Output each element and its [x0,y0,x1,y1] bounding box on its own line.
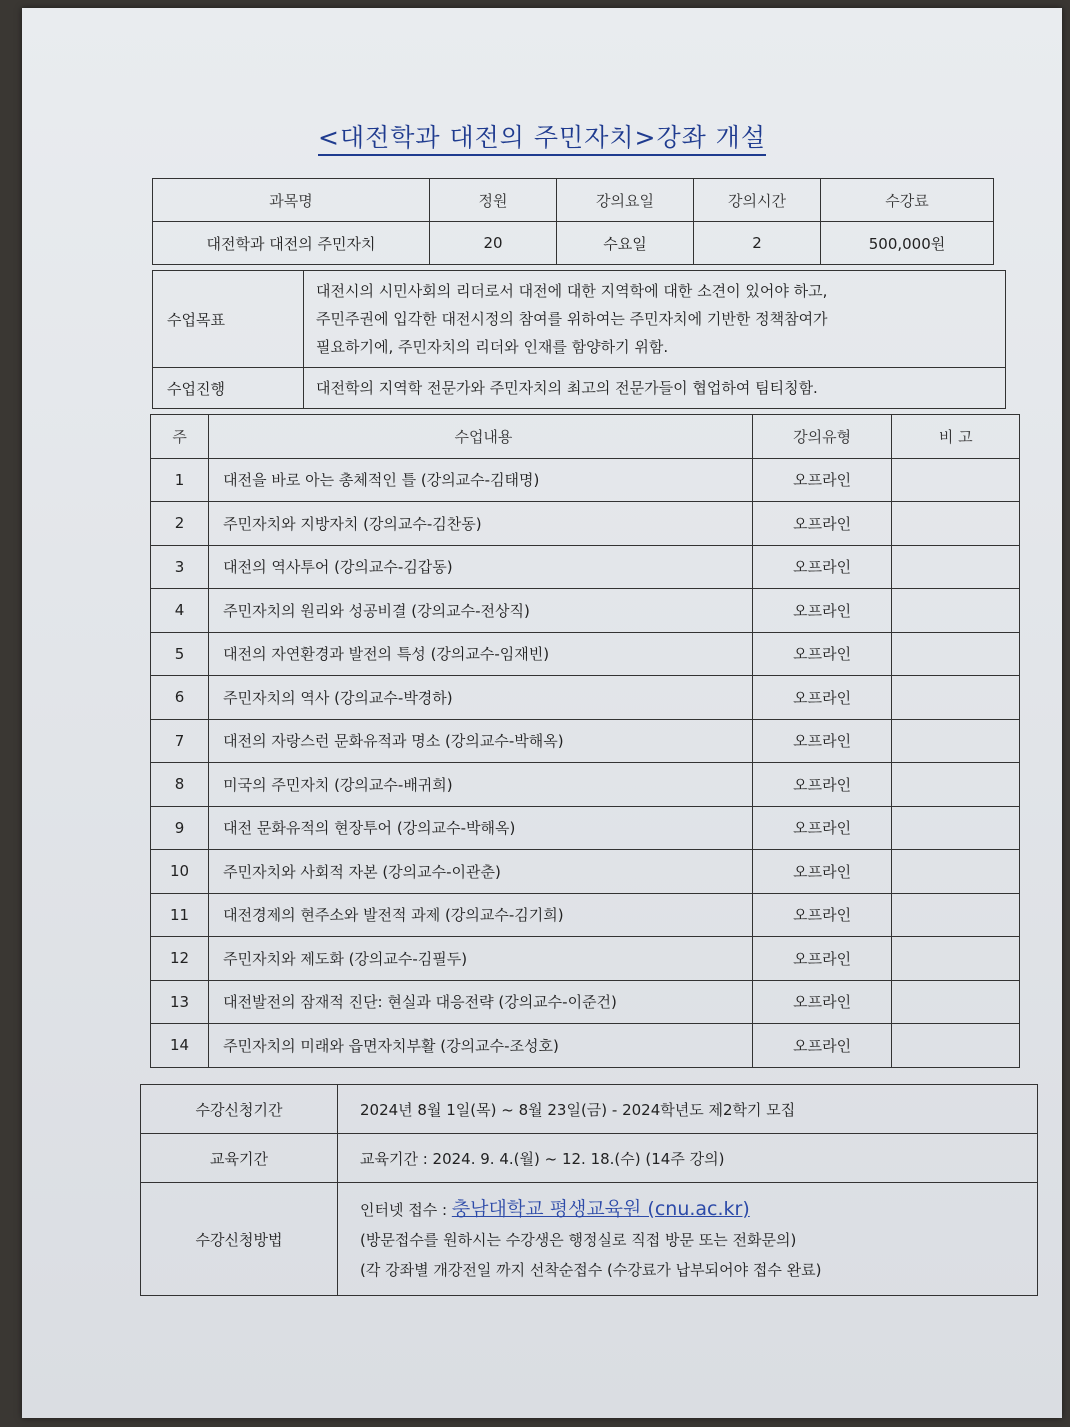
week-number: 9 [151,806,209,850]
progress-label: 수업진행 [153,368,304,409]
registration-method-row [141,1183,1038,1296]
lecture-content: 주민자치와 지방자치 (강의교수-김찬동) [209,502,753,546]
course-day: 수요일 [557,222,694,265]
course-hours: 2 [694,222,821,265]
progress-row [153,368,1006,409]
lecture-note [892,502,1020,546]
lecture-note [892,632,1020,676]
header-course-name: 과목명 [153,179,430,222]
lecture-content: 주민자치의 원리와 성공비결 (강의교수-전상직) [209,589,753,633]
education-period-value: 교육기간 : 2024. 9. 4.(월) ~ 12. 18.(수) (14주 강의) [338,1134,1038,1183]
lecture-type: 오프라인 [752,589,892,633]
lecture-type: 오프라인 [752,763,892,807]
lecture-content: 주민자치와 사회적 자본 (강의교수-이관춘) [209,850,753,894]
course-info-table [152,178,994,265]
lecture-note [892,850,1020,894]
week-number: 2 [151,502,209,546]
lecture-type: 오프라인 [752,632,892,676]
week-number: 3 [151,545,209,589]
schedule-row [151,502,1020,546]
lecture-type: 오프라인 [752,545,892,589]
header-content: 수업내용 [209,415,753,459]
cnu-link[interactable]: 충남대학교 평생교육원 (cnu.ac.kr) [451,1197,750,1220]
lecture-type: 오프라인 [752,980,892,1024]
week-number: 12 [151,937,209,981]
header-lecture-day: 강의요일 [557,179,694,222]
header-tuition: 수강료 [821,179,994,222]
lecture-type: 오프라인 [752,937,892,981]
course-goals-table [152,270,1006,409]
objective-line-3: 필요하기에, 주민자치의 리더와 인재를 함양하기 위함. [316,338,669,356]
lecture-content: 주민자치의 미래와 읍면자치부활 (강의교수-조성호) [209,1024,753,1068]
method-note-2: (각 강좌별 개강전일 까지 선착순접수 (수강료가 납부되어야 접수 완료) [360,1260,822,1279]
registration-period-label: 수강신청기간 [141,1085,338,1134]
objective-line-2: 주민주권에 입각한 대전시정의 참여를 위하여는 주민자치에 기반한 정책참여가 [316,310,828,328]
schedule-row [151,937,1020,981]
objective-label: 수업목표 [153,271,304,368]
objective-line-1: 대전시의 시민사회의 리더로서 대전에 대한 지역학에 대한 소견이 있어야 하고, [316,282,828,300]
education-period-label: 교육기간 [141,1134,338,1183]
registration-method-label: 수강신청방법 [141,1183,338,1296]
lecture-type: 오프라인 [752,850,892,894]
schedule-row [151,632,1020,676]
lecture-type: 오프라인 [752,676,892,720]
schedule-row [151,850,1020,894]
header-week: 주 [151,415,209,459]
registration-table [140,1084,1038,1296]
lecture-note [892,937,1020,981]
schedule-table [150,414,1020,1068]
method-prefix: 인터넷 접수 : [360,1200,452,1219]
lecture-note [892,545,1020,589]
week-number: 13 [151,980,209,1024]
week-number: 14 [151,1024,209,1068]
lecture-type: 오프라인 [752,458,892,502]
header-note: 비 고 [892,415,1020,459]
lecture-type: 오프라인 [752,719,892,763]
course-name: 대전학과 대전의 주민자치 [153,222,430,265]
schedule-header-row [151,415,1020,459]
lecture-content: 대전의 자연환경과 발전의 특성 (강의교수-임재빈) [209,632,753,676]
lecture-note [892,1024,1020,1068]
objective-text [304,271,1006,368]
registration-period-row [141,1085,1038,1134]
week-number: 4 [151,589,209,633]
lecture-note [892,719,1020,763]
schedule-row [151,893,1020,937]
schedule-row [151,1024,1020,1068]
lecture-note [892,980,1020,1024]
lecture-content: 대전발전의 잠재적 진단: 현실과 대응전략 (강의교수-이준건) [209,980,753,1024]
registration-period-value: 2024년 8월 1일(목) ~ 8월 23일(금) - 2024학년도 제2학기 모집 [338,1085,1038,1134]
course-tuition: 500,000원 [821,222,994,265]
lecture-content: 미국의 주민자치 (강의교수-배귀희) [209,763,753,807]
header-lecture-hours: 강의시간 [694,179,821,222]
week-number: 1 [151,458,209,502]
schedule-row [151,545,1020,589]
lecture-note [892,676,1020,720]
header-capacity: 정원 [430,179,557,222]
lecture-content: 주민자치와 제도화 (강의교수-김필두) [209,937,753,981]
week-number: 5 [151,632,209,676]
lecture-content: 주민자치의 역사 (강의교수-박경하) [209,676,753,720]
lecture-note [892,589,1020,633]
schedule-row [151,763,1020,807]
lecture-content: 대전 문화유적의 현장투어 (강의교수-박해옥) [209,806,753,850]
schedule-row [151,458,1020,502]
week-number: 11 [151,893,209,937]
objective-row [153,271,1006,368]
lecture-type: 오프라인 [752,806,892,850]
lecture-type: 오프라인 [752,1024,892,1068]
schedule-row [151,719,1020,763]
schedule-row [151,980,1020,1024]
lecture-content: 대전의 자랑스런 문화유적과 명소 (강의교수-박해옥) [209,719,753,763]
document-page [22,8,1062,1418]
lecture-content: 대전의 역사투어 (강의교수-김갑동) [209,545,753,589]
course-info-row [153,222,994,265]
header-type: 강의유형 [752,415,892,459]
lecture-note [892,763,1020,807]
week-number: 8 [151,763,209,807]
lecture-note [892,893,1020,937]
course-info-header-row [153,179,994,222]
schedule-body [151,415,1020,1068]
lecture-content: 대전을 바로 아는 총체적인 틀 (강의교수-김태명) [209,458,753,502]
lecture-note [892,806,1020,850]
progress-text: 대전학의 지역학 전문가와 주민자치의 최고의 전문가들이 협업하여 팀티칭함. [304,368,1006,409]
lecture-content: 대전경제의 현주소와 발전적 과제 (강의교수-김기희) [209,893,753,937]
registration-method-value [338,1183,1038,1296]
week-number: 7 [151,719,209,763]
week-number: 10 [151,850,209,894]
method-internet-line [360,1194,1029,1225]
course-capacity: 20 [430,222,557,265]
week-number: 6 [151,676,209,720]
lecture-type: 오프라인 [752,502,892,546]
schedule-row [151,676,1020,720]
lecture-type: 오프라인 [752,893,892,937]
lecture-note [892,458,1020,502]
method-note-1: (방문접수를 원하시는 수강생은 행정실로 직접 방문 또는 전화문의) [360,1230,797,1249]
schedule-row [151,806,1020,850]
page-title: <대전학과 대전의 주민자치>강좌 개설 [22,118,1062,154]
education-period-row [141,1134,1038,1183]
schedule-row [151,589,1020,633]
